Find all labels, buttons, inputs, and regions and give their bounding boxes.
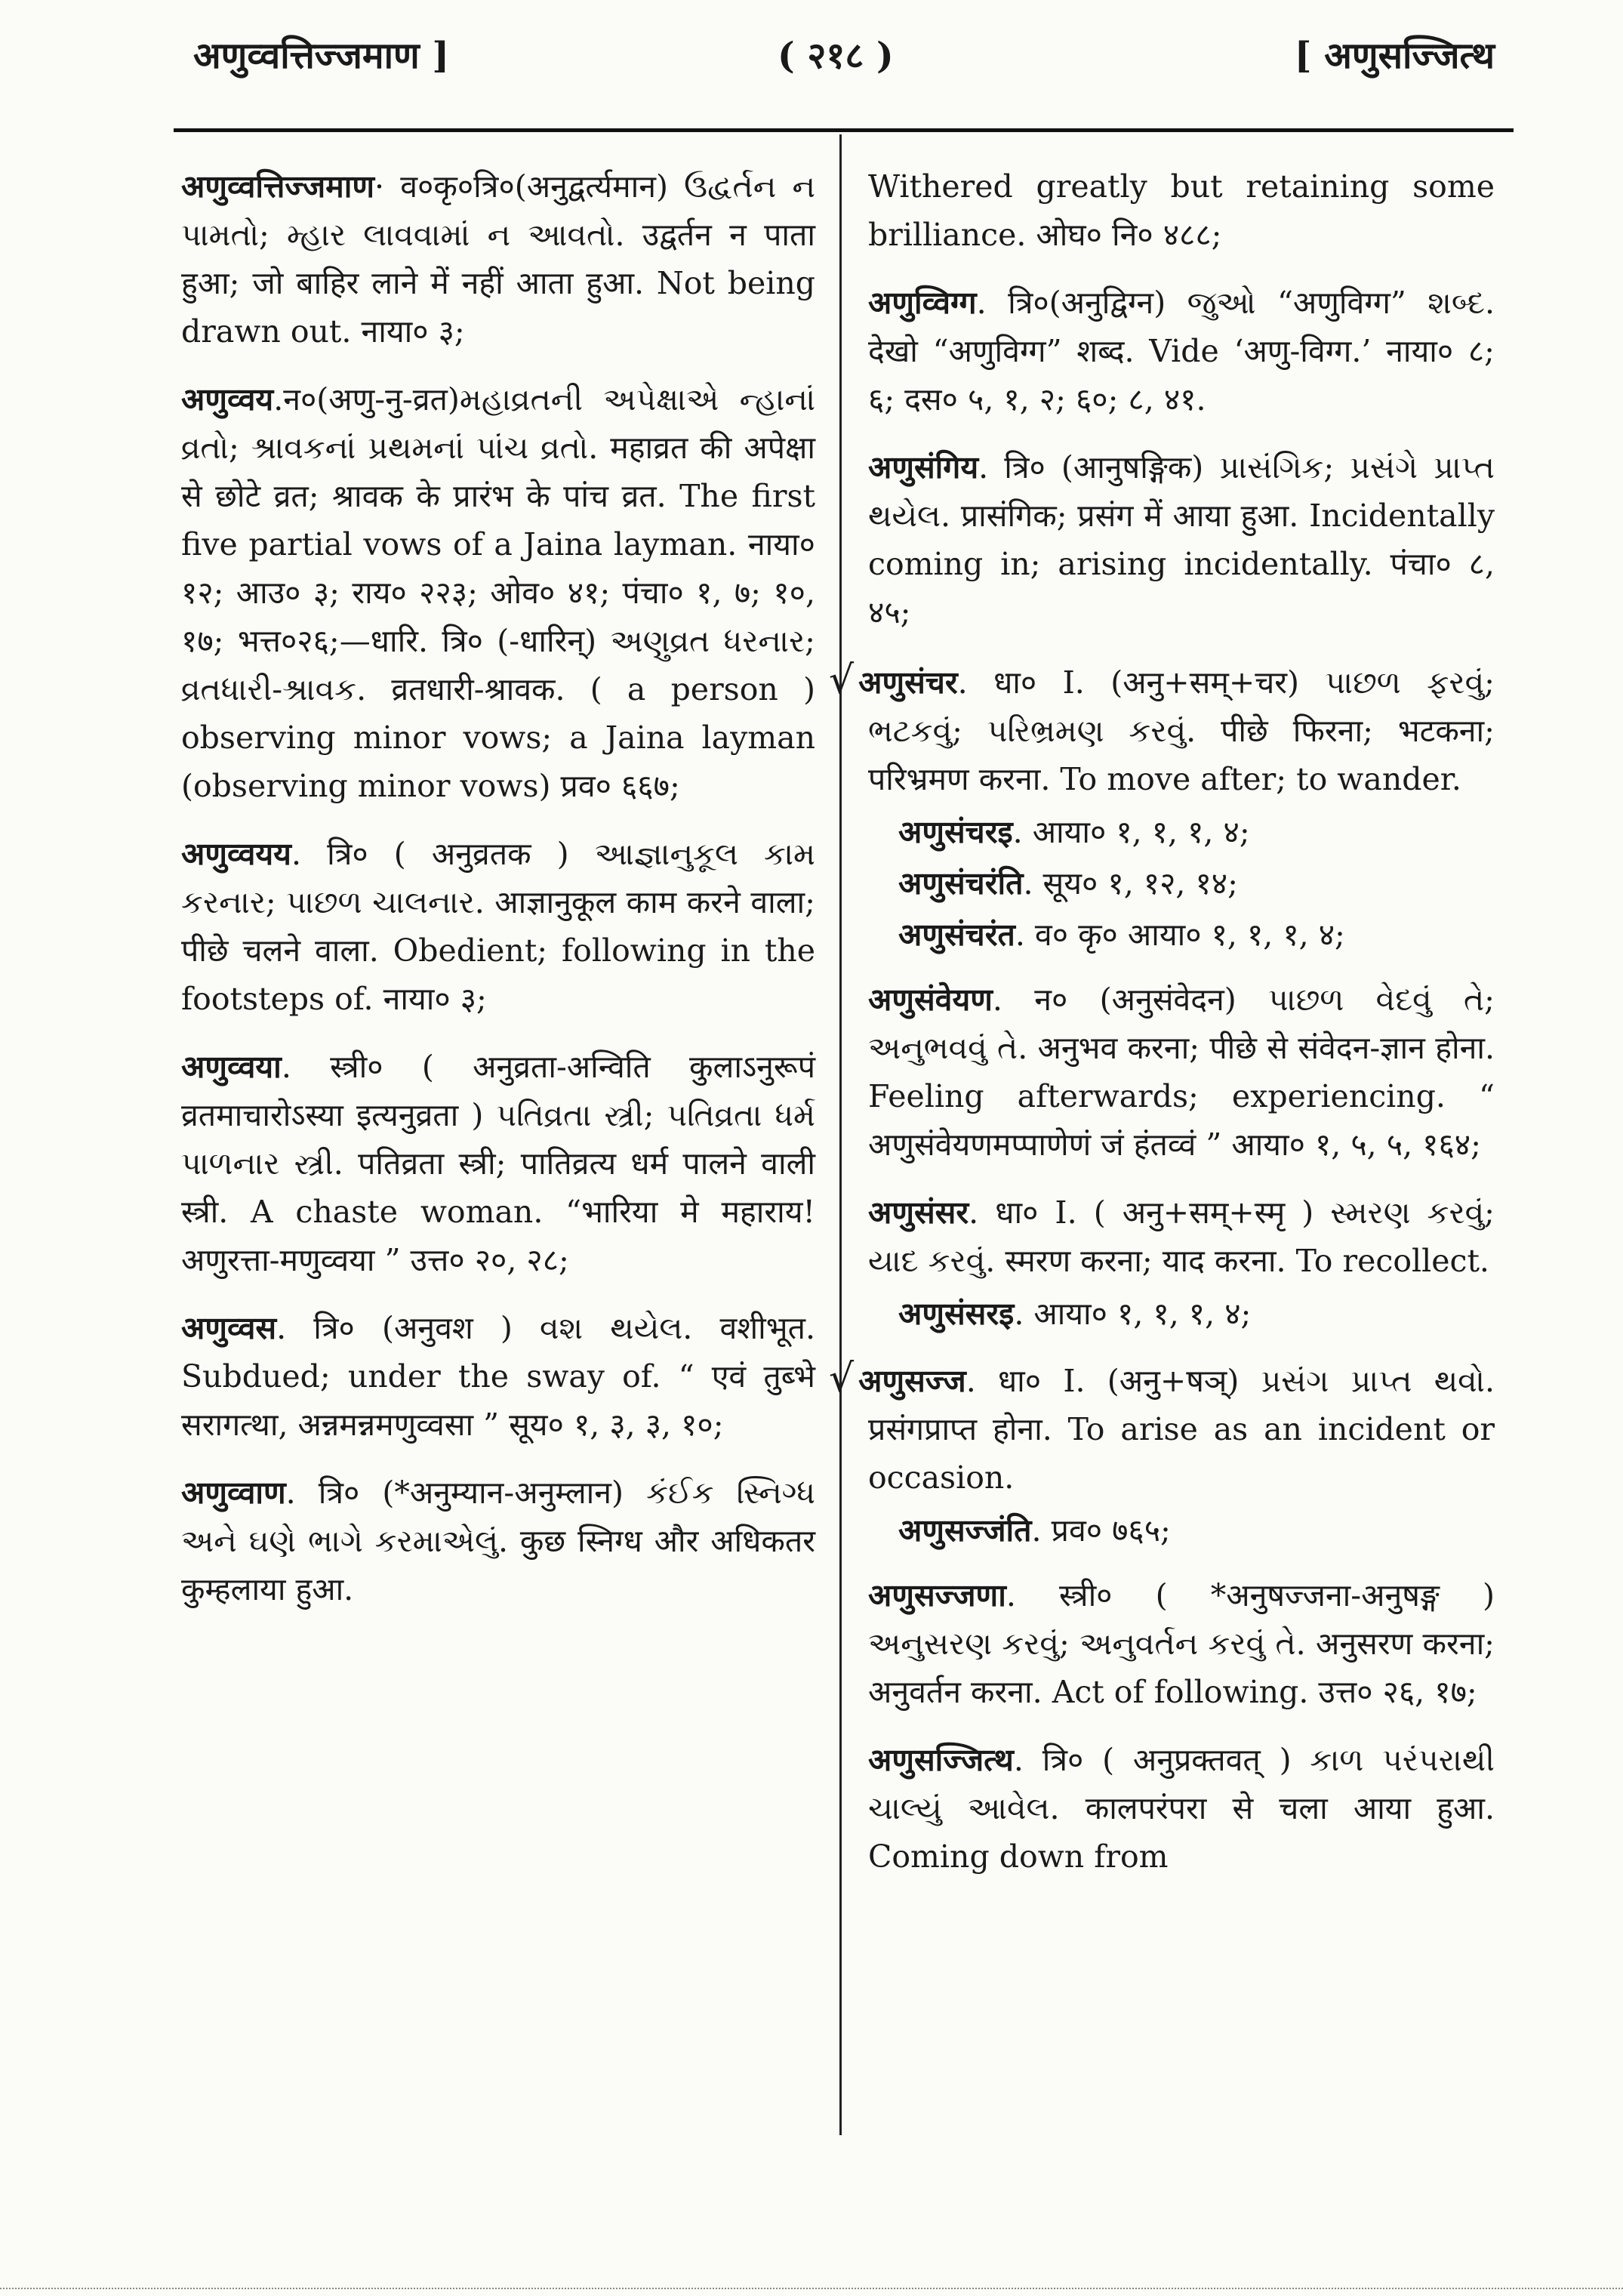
right-column [829, 162, 1495, 1900]
dictionary-entry-continued [868, 162, 1495, 259]
running-header-left: अणुव्वत्तिज्जमाण ] [193, 35, 450, 77]
dictionary-entry [181, 162, 815, 356]
sub-entry [868, 911, 1495, 959]
entry-headword: अणुसज्जणा [868, 1577, 1006, 1613]
dictionary-entry [868, 1736, 1495, 1881]
entry-definition: . स्त्री० ( अनुव्रता-अन्विति कुलाऽनुरूपं व्रतमाचारोऽस्या इत्यनुव्रता ) પતિવ્રતા સ્ત્રી; પતિવ્રતા ધર્મ પાળનાર સ્ત્રી. पतिव्रता स्त्री; पातिव्रत्य धर्म पालने वाली स्त्री. A chaste woman. “भारिया मे महाराय! अणुरत्ता-मणुव्वया ” उत्त० २०, २८; [181, 1049, 815, 1278]
entry-headword: अणुसंचरंत [898, 917, 1015, 953]
entry-definition: . त्रि० (अनुवश ) વશ થયેલ. वशीभूत. Subdued; under the sway of. “ एवं तुब्भे सरागत्था, अन्नमन्नमणुव्वसा ” सूय० १, ३, ३, १०; [181, 1310, 815, 1443]
entry-headword: अणुव्वत्तिज्जमाण [181, 168, 375, 205]
entry-headword: अणुसज्जित्थ [868, 1742, 1014, 1778]
running-header-right: [ अणुसज्जित्थ [1294, 35, 1495, 77]
sub-entry [868, 859, 1495, 908]
entry-definition: Withered greatly but retaining some brilliance. ओघ० नि० ४८८; [868, 168, 1495, 253]
entry-headword: अणुव्विग्ग [868, 285, 977, 321]
entry-headword: अणुसंसरइ [898, 1296, 1015, 1332]
entry-definition: . आया० १, १, १, ४; [1014, 1296, 1252, 1332]
entry-headword: अणुव्वस [181, 1310, 277, 1346]
dictionary-entry [181, 1469, 815, 1613]
entry-definition: . धा० I. ( अनु+सम्+स्मृ ) સ્મરણ કરવું; યાદ કરવું. स्मरण करना; याद करना. To recollect. [868, 1194, 1495, 1279]
entry-headword: अणुव्वाण [181, 1475, 286, 1511]
entry-headword: अणुव्वयय [181, 836, 291, 872]
entry-headword: अणुसंवेयण [868, 982, 993, 1018]
entry-definition: · व०कृ०त्रि०(अनुद्वर्त्यमान) ઉદ્વર્તન ન પામતો; મ્હાર લાવવામાં ન આવતો. उद्वर्तन न पाता हुआ; जो बाहिर लाने में नहीं आता हुआ. Not being drawn out. नाया० ३; [181, 168, 815, 350]
sub-entry [868, 1290, 1495, 1338]
entry-definition: . त्रि०(अनुद्विग्न) જુઓ “अणुविग्ग” શબ્દ. देखो “अणुविग्ग” शब्द. Vide ‘अणु-विग्ग.’ नाया० ८; ६; दस० ५, १, २; ६०; ८, ४१. [868, 285, 1495, 418]
dictionary-entry [868, 975, 1495, 1169]
entry-definition: . त्रि० (आनुषङ्गिक) પ્રાસંગિક; પ્રસંગે પ્રાપ્ત થયેલ. प्रासंगिक; प्रसंग में आया हुआ. Incidentally coming in; arising incidentally. पंचा० ८, ४५; [868, 449, 1495, 630]
entry-definition: . स्त्री० ( *अनुषज्जना-अनुषङ्ग ) અનુસરણ કરવું; અનુવર્તન કરવું તે. अनुसरण करना; अनुवर्तन करना. Act of following. उत्त० २६, १७; [868, 1577, 1495, 1710]
page-bottom-edge [0, 2288, 1623, 2289]
dictionary-entry [829, 656, 1495, 803]
entry-headword: अणुसंचरइ [898, 814, 1013, 850]
entry-definition: . व० कृ० आया० १, १, १, ४; [1015, 917, 1345, 953]
entry-headword: अणुव्वय [181, 381, 274, 418]
entry-definition: . सूय० १, १२, १४; [1023, 865, 1238, 901]
dictionary-entry [868, 443, 1495, 636]
entry-headword: अणुसंचरंति [898, 865, 1024, 901]
entry-headword: अणुसंसर [868, 1194, 969, 1231]
entry-headword: अणुसज्जंति [898, 1512, 1032, 1549]
dictionary-entry [181, 1043, 815, 1284]
dictionary-entry [868, 1571, 1495, 1716]
entry-headword: अणुसज्ज [858, 1363, 966, 1399]
entry-definition: .न०(अणु-नु-व्रत)મહાવ્રતની અપેક્ષાએ ન્હાનાં વ્રતો; શ્રાવકનાં પ્રથમનાં પાંચ વ્રતો. महाव्रत की अपेक्षा से छोटे व्रत; श्रावक के प्रारंभ के पांच व्रत. The first five partial vows of a Jaina layman. नाया० १२; आउ० ३; राय० २२३; ओव० ४१; पंचा० १, ७; १०, १७; भत्त०२६;—धारि. त्रि० (-धारिन्) અણુવ્રત ધરનાર; વ્રતધારી-શ્રાવક. व्रतधारी-श्रावक. ( a person ) observing minor vows; a Jaina layman (observing minor vows) प्रव० ६६७; [181, 381, 815, 804]
entry-definition: . त्रि० ( अनुप्रक्तवत् ) કાળ પરંપરાથી ચાલ્યું આવેલ. कालपरंपरा से चला आया हुआ. Coming down from [868, 1742, 1495, 1875]
column-divider [839, 134, 842, 2135]
dictionary-entry [829, 1354, 1495, 1502]
entry-definition: . न० (अनुसंवेदन) પાછળ વેદવું તે; અનુભવવું તે. अनुभव करना; पीछे से संवेदन-ज्ञान होना. Feeling afterwards; experiencing. “ अणुसंवेयणमप्पाणेणं जं हंतव्वं ” आया० १, ५, ५, १६४; [868, 982, 1495, 1163]
entry-definition: . त्रि० (*अनुम्यान-अनुम्लान) કંઈક સ્નિગ્ધ અને ઘણે ભાગે કરમાએલું. कुछ स्निग्ध और अधिकतर कुम्हलाया हुआ. [181, 1475, 815, 1607]
entry-definition: . आया० १, १, १, ४; [1012, 814, 1250, 850]
sub-entry [868, 808, 1495, 856]
header-rule [174, 128, 1514, 132]
entry-definition: . प्रव० ७६५; [1031, 1512, 1171, 1549]
left-column [181, 162, 815, 1633]
dictionary-entry [181, 1304, 815, 1449]
sub-entry [868, 1506, 1495, 1555]
check-mark-icon: √ [829, 1356, 855, 1401]
dictionary-entry [181, 830, 815, 1023]
dictionary-entry [868, 279, 1495, 424]
dictionary-entry [868, 1188, 1495, 1285]
entry-definition: . धा० I. (अनु+सम्+चर) પાછળ ફરવું; ભટકવું; પરિભ્રમણ કરવું. पीछे फिरना; भटकना; परिभ्रमण करना. To move after; to wander. [868, 664, 1495, 797]
entry-headword: अणुसंचर [858, 664, 958, 701]
check-mark-icon: √ [829, 658, 855, 703]
entry-headword: अणुसंगिय [868, 449, 979, 485]
entry-definition: . धा० I. (अनु+षञ्) પ્રસંગ પ્રાપ્ત થવો. प्रसंगप्राप्त होना. To arise as an incident or occasion. [868, 1363, 1495, 1496]
page-number: ( २१८ ) [778, 35, 894, 77]
entry-definition: . त्रि० ( अनुव्रतक ) આજ્ઞાનુકૂલ કામ કરનાર; પાછળ ચાલનાર. आज्ञानुकूल काम करने वाला; पीछे चलने वाला. Obedient; following in the footsteps of. नाया० ३; [181, 836, 815, 1017]
dictionary-entry [181, 375, 815, 810]
entry-headword: अणुव्वया [181, 1049, 282, 1085]
